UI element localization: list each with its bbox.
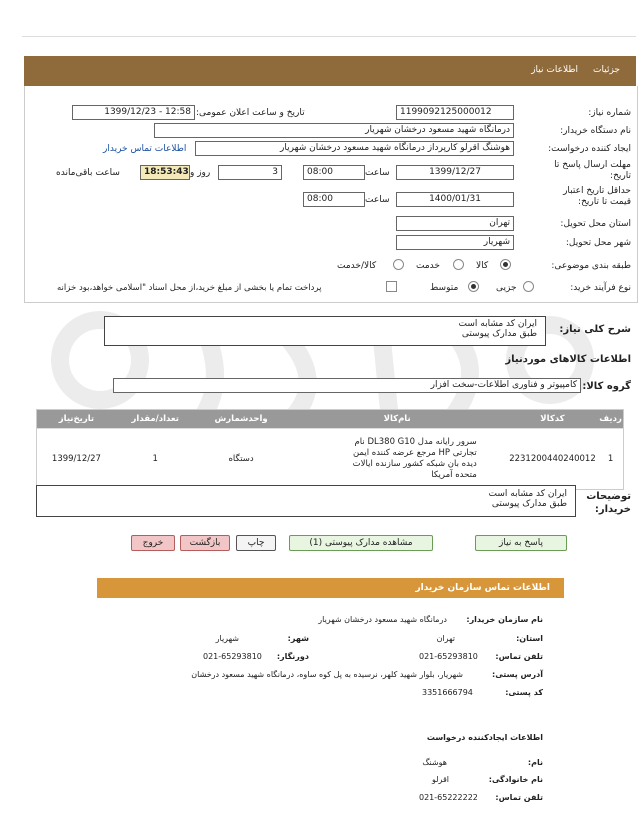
- radio-medium-label: متوسط: [430, 283, 459, 293]
- summary-label: شرح کلی نیاز:: [559, 324, 631, 335]
- days-field: 3: [218, 165, 282, 180]
- contact-postal-label: کد پستی:: [505, 688, 543, 697]
- radio-goods-label: کالا: [476, 261, 489, 271]
- buyer-notes-label: توضیحات خریدار:: [586, 491, 631, 515]
- summary-box: [104, 316, 546, 346]
- col-date: تاریخ‌نیاز: [37, 410, 116, 429]
- exit-button[interactable]: خروج: [131, 535, 175, 551]
- items-table-wrap: [36, 409, 624, 490]
- col-code: کدکالا: [507, 410, 598, 429]
- buyer-field: درمانگاه شهید مسعود درخشان شهریار: [154, 123, 514, 138]
- creator-first-name-label: نام:: [527, 758, 543, 767]
- org-name-label: نام سازمان خریدار:: [466, 615, 543, 624]
- contact-fax-value: 021-65293810: [203, 652, 262, 661]
- group-field: کامپیوتر و فناوری اطلاعات-سخت افزار: [113, 378, 581, 393]
- contact-phone-value: 021-65293810: [419, 652, 478, 661]
- creator-info-title: اطلاعات ایجادکننده درخواست: [426, 733, 543, 742]
- radio-goods[interactable]: [500, 259, 511, 270]
- contact-postal-value: 3351666794: [422, 688, 473, 697]
- contact-phone-label: تلفن تماس:: [495, 652, 543, 661]
- contact-address-label: آدرس پستی:: [492, 670, 543, 679]
- announce-label: تاریخ و ساعت اعلان عمومی:: [196, 108, 305, 118]
- creator-last-name-label: نام خانوادگی:: [488, 775, 543, 784]
- validity-label: حداقل تاریخ اعتبار قیمت تا تاریخ:: [563, 186, 631, 207]
- buyer-notes-box: [36, 485, 576, 517]
- contact-city-label: شهر:: [287, 634, 309, 643]
- validity-time-label: ساعت: [365, 195, 390, 205]
- remaining-label: ساعت باقی‌مانده: [56, 168, 120, 178]
- contact-fax-label: دورنگار:: [276, 652, 309, 661]
- cell-date: 1399/12/27: [37, 429, 116, 489]
- cell-qty: 1: [116, 429, 195, 489]
- print-button[interactable]: چاپ: [236, 535, 276, 551]
- cell-name: سرور رایانه مدل DL380 G10 نام تجارتی HP مرجع عرضه کننده ایمن دیده بان شبکه کشور سازنده ایالات متحده آمریکا: [288, 429, 507, 489]
- creator-phone-label: تلفن تماس:: [495, 793, 543, 802]
- creator-first-name-value: هوشنگ: [422, 758, 447, 767]
- buyer-contact-link[interactable]: اطلاعات تماس خریدار: [103, 144, 187, 154]
- top-divider: [22, 36, 636, 37]
- radio-partial-label: جزیی: [496, 283, 517, 293]
- deadline-date-field: 1399/12/27: [396, 165, 514, 180]
- radio-partial[interactable]: [523, 281, 534, 292]
- payment-note: پرداخت تمام یا بخشی از مبلغ خرید،از محل اسناد "اسلامی خواهد،بود: [78, 283, 322, 293]
- deadline-time-label: ساعت: [365, 168, 390, 178]
- creator-label: ایجاد کننده درخواست:: [548, 144, 631, 154]
- attachments-button[interactable]: مشاهده مدارک پیوستی (1): [289, 535, 433, 551]
- page-header: [24, 56, 636, 86]
- buyer-label: نام دستگاه خریدار:: [560, 126, 631, 136]
- table-header-row: [37, 410, 623, 429]
- table-row: [37, 429, 623, 489]
- remaining-time-field: 18:53:43: [140, 165, 190, 180]
- col-name: نام‌کالا: [288, 410, 507, 429]
- tab-details[interactable]: جزئیات: [593, 65, 620, 75]
- org-name-value: درمانگاه شهید مسعود درخشان شهریار: [318, 615, 447, 624]
- deadline-time-field: 08:00: [303, 165, 365, 180]
- deadline-label: مهلت ارسال پاسخ تا تاریخ:: [554, 160, 631, 181]
- buyer-notes-line-1: ایران کد مشابه است: [488, 489, 567, 499]
- creator-last-name-value: اقرلو: [431, 775, 449, 784]
- col-unit: واحدشمارش: [195, 410, 288, 429]
- contact-header-title: اطلاعات تماس سازمان خریدار: [415, 583, 550, 593]
- need-number-label: شماره نیاز:: [588, 108, 631, 118]
- contact-province-value: تهران: [436, 634, 455, 643]
- contact-province-label: استان:: [516, 634, 543, 643]
- cell-index: 1: [598, 429, 623, 489]
- city-field: شهریار: [396, 235, 514, 250]
- creator-field: هوشنگ اقرلو کارپرداز درمانگاه شهید مسعود درخشان شهریار: [195, 141, 514, 156]
- contact-city-value: شهریار: [215, 634, 239, 643]
- province-label: استان محل تحویل:: [560, 219, 631, 229]
- payment-note-treasury: خزانه: [57, 283, 77, 293]
- summary-line-1: ایران کد مشابه است: [458, 319, 537, 329]
- col-qty: تعداد/مقدار: [116, 410, 195, 429]
- city-label: شهر محل تحویل:: [565, 238, 631, 248]
- creator-phone-value: 021-65222222: [419, 793, 478, 802]
- payment-note-wrap: [57, 283, 322, 293]
- radio-goods-service[interactable]: [393, 259, 404, 270]
- process-label: نوع فرآیند خرید:: [570, 283, 631, 293]
- radio-service-label: خدمت: [416, 261, 440, 271]
- items-table: [37, 410, 623, 489]
- province-field: تهران: [396, 216, 514, 231]
- buyer-notes-line-2: طبق مدارک پیوستی: [491, 499, 567, 509]
- cell-code: 2231200440240012: [507, 429, 598, 489]
- category-label: طبقه بندی موضوعی:: [551, 261, 631, 271]
- payment-checkbox[interactable]: [386, 281, 397, 292]
- summary-line-2: طبق مدارک پیوستی: [461, 329, 537, 339]
- contact-header: [97, 578, 564, 598]
- contact-address-value: شهریار، بلوار شهید کلهر، نرسیده به پل کوه ساوه، درمانگاه شهید مسعود درخشان: [191, 670, 463, 679]
- radio-goods-service-label: کالا/خدمت: [337, 261, 377, 271]
- col-index: ردیف: [598, 410, 623, 429]
- announce-field: 1399/12/23 - 12:58: [72, 105, 195, 120]
- reply-button[interactable]: پاسخ به نیاز: [475, 535, 567, 551]
- tab-need-info[interactable]: اطلاعات نیاز: [531, 65, 578, 75]
- radio-medium[interactable]: [468, 281, 479, 292]
- cell-unit: دستگاه: [195, 429, 288, 489]
- validity-time-field: 08:00: [303, 192, 365, 207]
- radio-service[interactable]: [453, 259, 464, 270]
- validity-date-field: 1400/01/31: [396, 192, 514, 207]
- goods-info-title: اطلاعات کالاهای موردنیاز: [505, 354, 631, 365]
- group-label: گروه کالا:: [582, 381, 631, 392]
- days-label: روز و: [190, 168, 211, 178]
- need-number-field: 1199092125000012: [396, 105, 514, 120]
- back-button[interactable]: بازگشت: [180, 535, 230, 551]
